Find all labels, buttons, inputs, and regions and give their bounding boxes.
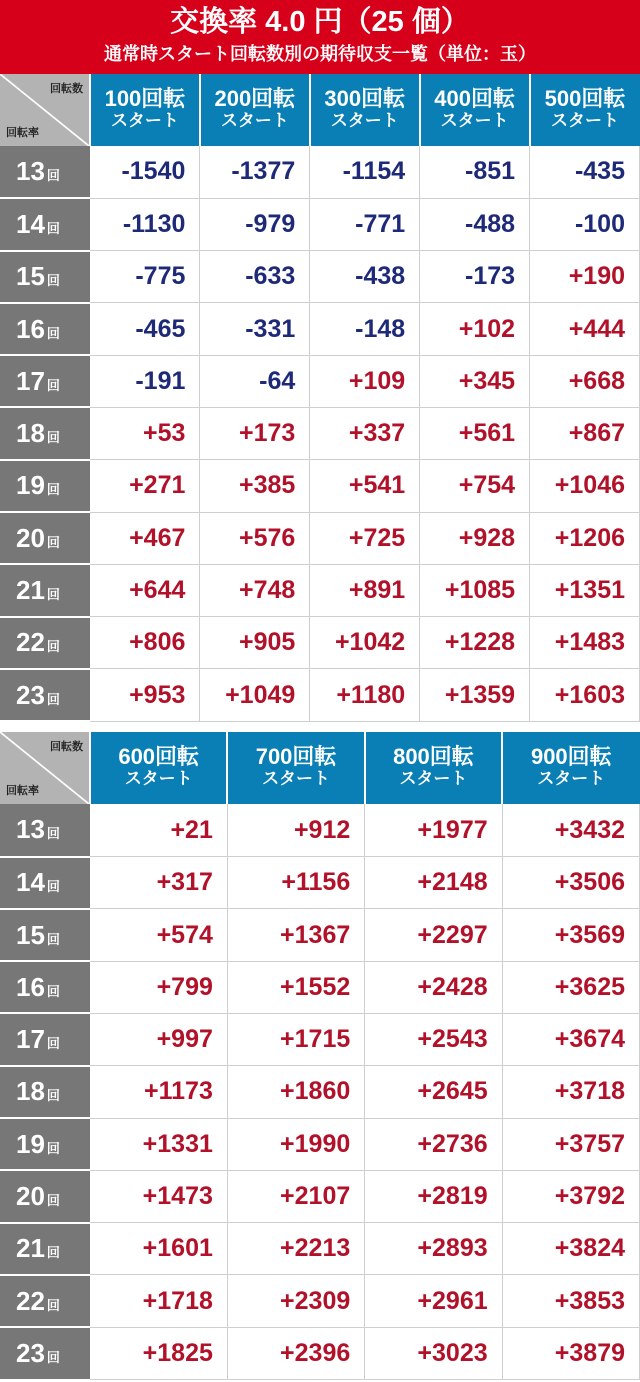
row-label-unit: 回 xyxy=(46,1036,60,1052)
value-cell: -465 xyxy=(90,303,200,355)
value-cell: +2645 xyxy=(365,1066,502,1118)
row-label-value: 21 xyxy=(16,1233,45,1264)
value-cell: +317 xyxy=(90,857,227,909)
row-label-value: 15 xyxy=(16,261,45,292)
row-label-value: 21 xyxy=(16,575,45,606)
value-cell: +1990 xyxy=(227,1118,364,1170)
value-cell: +891 xyxy=(310,564,420,616)
value-cell: +576 xyxy=(200,512,310,564)
row-label-unit: 回 xyxy=(46,931,60,947)
value-cell: +2428 xyxy=(365,961,502,1013)
value-cell: -435 xyxy=(530,146,640,198)
value-cell: +1180 xyxy=(310,669,420,721)
value-cell: +2309 xyxy=(227,1275,364,1327)
value-cell: +1173 xyxy=(90,1066,227,1118)
row-label xyxy=(0,617,90,669)
value-cell: +3506 xyxy=(502,857,639,909)
row-label-unit: 回 xyxy=(46,1245,60,1261)
row-label-unit: 回 xyxy=(46,168,60,184)
value-cell: +2961 xyxy=(365,1275,502,1327)
value-cell: +1359 xyxy=(420,669,530,721)
row-label xyxy=(0,857,90,909)
value-cell: +668 xyxy=(530,355,640,407)
row-label-unit: 回 xyxy=(46,1088,60,1104)
column-header-spins: 800回転 xyxy=(393,744,474,770)
column-header-start: スタート xyxy=(124,769,193,789)
column-header-spins: 600回転 xyxy=(118,744,200,770)
value-cell: -1540 xyxy=(90,146,200,198)
row-label xyxy=(0,1223,90,1275)
row-label-value: 22 xyxy=(16,627,45,658)
row-label-value: 18 xyxy=(16,1076,45,1107)
table-row xyxy=(0,909,640,961)
row-label xyxy=(0,1066,90,1118)
value-cell: +1156 xyxy=(227,857,364,909)
value-cell: +928 xyxy=(420,512,530,564)
row-label-unit: 回 xyxy=(46,879,60,895)
column-header-start: スタート xyxy=(399,769,468,789)
value-cell: +1601 xyxy=(90,1223,227,1275)
value-cell: +3718 xyxy=(502,1066,639,1118)
row-label xyxy=(0,407,90,459)
value-cell: +1715 xyxy=(227,1013,364,1065)
value-cell: -1377 xyxy=(200,146,310,198)
column-header xyxy=(90,732,227,804)
value-cell: +1049 xyxy=(200,669,310,721)
table-row xyxy=(0,146,640,198)
value-cell: -771 xyxy=(310,198,420,250)
title-banner xyxy=(0,0,640,74)
value-cell: +173 xyxy=(200,407,310,459)
column-header-start: スタート xyxy=(110,111,179,130)
table-row xyxy=(0,1066,640,1118)
value-cell: +337 xyxy=(310,407,420,459)
value-cell: +905 xyxy=(200,617,310,669)
table-row xyxy=(0,1170,640,1222)
value-cell: +1977 xyxy=(365,804,502,856)
value-cell: +1860 xyxy=(227,1066,364,1118)
row-label-value: 19 xyxy=(16,1128,45,1159)
column-header-spins: 100回転 xyxy=(104,86,186,111)
value-cell: +725 xyxy=(310,512,420,564)
value-cell: +754 xyxy=(420,460,530,512)
corner-cell xyxy=(0,732,90,804)
value-cell: +271 xyxy=(90,460,200,512)
column-header-start: スタート xyxy=(262,769,331,789)
value-cell: -438 xyxy=(310,251,420,303)
page-title: 交換率 4.0 円（25 個） xyxy=(170,6,470,38)
column-header-spins: 900回転 xyxy=(530,744,612,770)
corner-cell xyxy=(0,74,90,146)
value-cell: +467 xyxy=(90,512,200,564)
value-cell: -100 xyxy=(530,198,640,250)
value-cell: -148 xyxy=(310,303,420,355)
value-cell: +1206 xyxy=(530,512,640,564)
value-cell: +1228 xyxy=(420,617,530,669)
corner-row-label: 回転率 xyxy=(6,127,39,139)
page-subtitle: 通常時スタート回転数別の期待収支一覧（単位：玉） xyxy=(104,44,536,64)
value-cell: -488 xyxy=(420,198,530,250)
row-label-value: 14 xyxy=(16,867,45,898)
row-label xyxy=(0,512,90,564)
expected-value-table-2 xyxy=(0,732,640,1380)
value-cell: +953 xyxy=(90,669,200,721)
row-label-value: 23 xyxy=(16,679,45,710)
value-cell: +541 xyxy=(310,460,420,512)
row-label-unit: 回 xyxy=(46,983,60,999)
row-label-value: 14 xyxy=(16,208,45,239)
value-cell: +53 xyxy=(90,407,200,459)
column-header xyxy=(90,74,200,146)
row-label-unit: 回 xyxy=(46,534,60,550)
table-row xyxy=(0,460,640,512)
value-cell: +561 xyxy=(420,407,530,459)
value-cell: +2213 xyxy=(227,1223,364,1275)
value-cell: +3824 xyxy=(502,1223,639,1275)
row-label xyxy=(0,1275,90,1327)
table-row xyxy=(0,1275,640,1327)
row-label-unit: 回 xyxy=(46,482,60,498)
value-cell: +2893 xyxy=(365,1223,502,1275)
column-header-start: スタート xyxy=(440,111,509,130)
value-cell: +3757 xyxy=(502,1118,639,1170)
value-cell: +574 xyxy=(90,909,227,961)
column-header-spins: 700回転 xyxy=(255,744,337,770)
row-label xyxy=(0,669,90,721)
value-cell: +1331 xyxy=(90,1118,227,1170)
value-cell: +3432 xyxy=(502,804,639,856)
expected-value-table-1 xyxy=(0,74,640,722)
row-label-unit: 回 xyxy=(46,273,60,289)
value-cell: +997 xyxy=(90,1013,227,1065)
row-label-value: 17 xyxy=(16,365,45,396)
value-cell: +345 xyxy=(420,355,530,407)
column-header xyxy=(200,74,310,146)
row-label xyxy=(0,198,90,250)
value-cell: +21 xyxy=(90,804,227,856)
row-label-value: 23 xyxy=(16,1337,45,1368)
value-cell: -1130 xyxy=(90,198,200,250)
row-label xyxy=(0,303,90,355)
value-cell: +2297 xyxy=(365,909,502,961)
row-label xyxy=(0,1170,90,1222)
row-label-unit: 回 xyxy=(46,430,60,446)
value-cell: -64 xyxy=(200,355,310,407)
table-row xyxy=(0,804,640,856)
value-cell: +1552 xyxy=(227,961,364,1013)
column-header xyxy=(365,732,502,804)
row-label-unit: 回 xyxy=(46,1297,60,1313)
table-row xyxy=(0,198,640,250)
value-cell: +912 xyxy=(227,804,364,856)
value-cell: -331 xyxy=(200,303,310,355)
value-cell: +1718 xyxy=(90,1275,227,1327)
table-row xyxy=(0,355,640,407)
table-row xyxy=(0,407,640,459)
value-cell: -191 xyxy=(90,355,200,407)
column-header-spins: 300回転 xyxy=(324,86,406,111)
row-label-value: 20 xyxy=(16,1180,45,1211)
value-cell: +1603 xyxy=(530,669,640,721)
value-cell: +1483 xyxy=(530,617,640,669)
value-cell: +3674 xyxy=(502,1013,639,1065)
row-label xyxy=(0,564,90,616)
table-row xyxy=(0,617,640,669)
row-label-unit: 回 xyxy=(46,1349,60,1365)
value-cell: +1351 xyxy=(530,564,640,616)
row-label xyxy=(0,460,90,512)
row-label-value: 16 xyxy=(16,971,45,1002)
row-label xyxy=(0,804,90,856)
row-label-value: 16 xyxy=(16,313,45,344)
value-cell: +3625 xyxy=(502,961,639,1013)
value-cell: +748 xyxy=(200,564,310,616)
table-row xyxy=(0,251,640,303)
value-cell: +3023 xyxy=(365,1327,502,1379)
value-cell: +2107 xyxy=(227,1170,364,1222)
row-label-unit: 回 xyxy=(46,639,60,655)
value-cell: +190 xyxy=(530,251,640,303)
corner-col-label: 回転数 xyxy=(50,83,83,95)
value-cell: +2396 xyxy=(227,1327,364,1379)
column-header xyxy=(530,74,640,146)
value-cell: +806 xyxy=(90,617,200,669)
row-label xyxy=(0,251,90,303)
value-cell: +644 xyxy=(90,564,200,616)
row-label-unit: 回 xyxy=(46,1192,60,1208)
row-label-unit: 回 xyxy=(46,325,60,341)
value-cell: -851 xyxy=(420,146,530,198)
column-header xyxy=(502,732,639,804)
corner-col-label: 回転数 xyxy=(50,741,83,754)
table-row xyxy=(0,1013,640,1065)
row-label xyxy=(0,1013,90,1065)
row-label-value: 20 xyxy=(16,522,45,553)
row-label-value: 13 xyxy=(16,156,45,187)
value-cell: +2148 xyxy=(365,857,502,909)
row-label-unit: 回 xyxy=(46,377,60,393)
table-row xyxy=(0,1327,640,1379)
value-cell: +799 xyxy=(90,961,227,1013)
column-header-spins: 400回転 xyxy=(434,86,515,111)
row-label xyxy=(0,146,90,198)
table-row xyxy=(0,303,640,355)
row-label-unit: 回 xyxy=(46,826,60,842)
value-cell: +385 xyxy=(200,460,310,512)
row-label-value: 18 xyxy=(16,418,45,449)
value-cell: +1042 xyxy=(310,617,420,669)
row-label-value: 17 xyxy=(16,1024,45,1055)
column-header xyxy=(227,732,364,804)
value-cell: -633 xyxy=(200,251,310,303)
value-cell: +1046 xyxy=(530,460,640,512)
row-label-value: 15 xyxy=(16,919,45,950)
table-row xyxy=(0,669,640,721)
value-cell: -979 xyxy=(200,198,310,250)
table-row xyxy=(0,564,640,616)
row-label-unit: 回 xyxy=(46,587,60,603)
table-row xyxy=(0,961,640,1013)
table-row xyxy=(0,1118,640,1170)
row-label xyxy=(0,909,90,961)
value-cell: +1367 xyxy=(227,909,364,961)
column-header-spins: 500回転 xyxy=(544,86,626,111)
row-label-unit: 回 xyxy=(46,220,60,236)
row-label xyxy=(0,355,90,407)
column-header-start: スタート xyxy=(551,111,620,130)
row-label xyxy=(0,1327,90,1379)
row-label xyxy=(0,961,90,1013)
column-header-spins: 200回転 xyxy=(214,86,296,111)
value-cell: +2736 xyxy=(365,1118,502,1170)
value-cell: +109 xyxy=(310,355,420,407)
row-label-value: 22 xyxy=(16,1285,45,1316)
value-cell: -173 xyxy=(420,251,530,303)
table-row xyxy=(0,512,640,564)
row-label xyxy=(0,1118,90,1170)
column-header xyxy=(310,74,420,146)
column-header xyxy=(420,74,530,146)
value-cell: +1825 xyxy=(90,1327,227,1379)
value-cell: +444 xyxy=(530,303,640,355)
value-cell: +2819 xyxy=(365,1170,502,1222)
row-label-value: 13 xyxy=(16,814,45,845)
value-cell: -1154 xyxy=(310,146,420,198)
value-cell: +3853 xyxy=(502,1275,639,1327)
row-label-unit: 回 xyxy=(46,1140,60,1156)
value-cell: +1085 xyxy=(420,564,530,616)
value-cell: +3569 xyxy=(502,909,639,961)
value-cell: +867 xyxy=(530,407,640,459)
row-label-value: 19 xyxy=(16,470,45,501)
value-cell: +3879 xyxy=(502,1327,639,1379)
value-cell: +3792 xyxy=(502,1170,639,1222)
value-cell: +102 xyxy=(420,303,530,355)
table-row xyxy=(0,857,640,909)
corner-row-label: 回転率 xyxy=(6,785,39,798)
row-label-unit: 回 xyxy=(46,691,60,707)
column-header-start: スタート xyxy=(537,769,606,789)
column-header-start: スタート xyxy=(220,111,289,130)
value-cell: +2543 xyxy=(365,1013,502,1065)
value-cell: -775 xyxy=(90,251,200,303)
table-gap xyxy=(0,722,640,732)
column-header-start: スタート xyxy=(330,111,399,130)
value-cell: +1473 xyxy=(90,1170,227,1222)
table-row xyxy=(0,1223,640,1275)
